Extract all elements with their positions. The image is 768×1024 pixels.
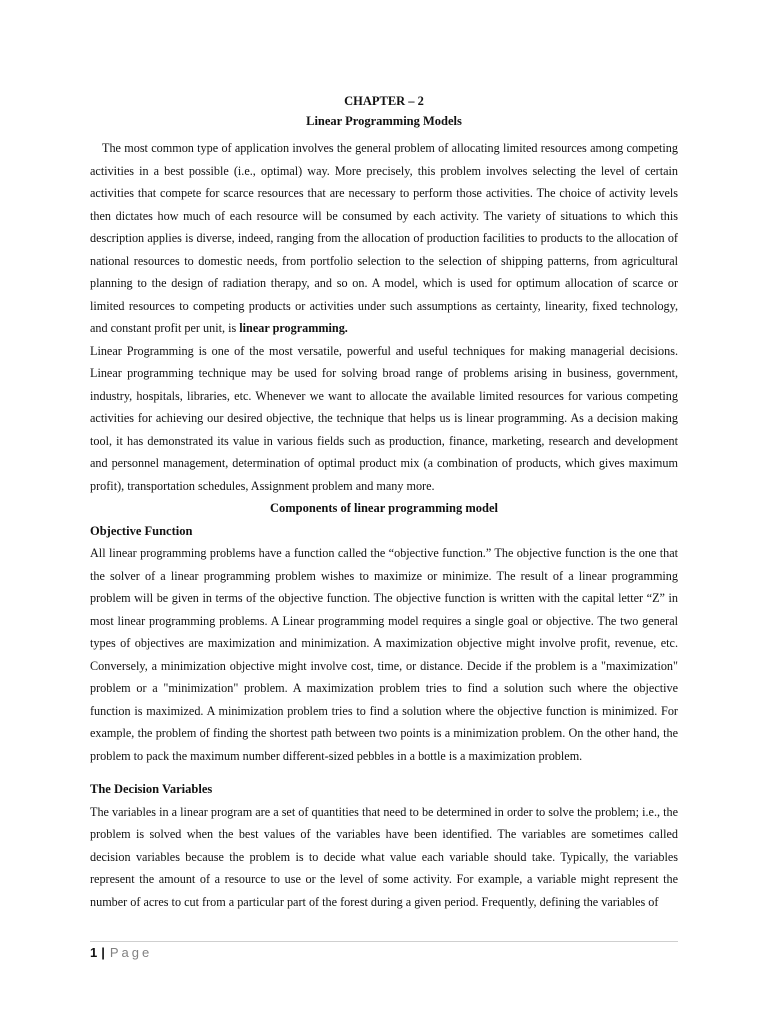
intro-text: The most common type of application involves the general problem of allocating limited resources among competing activities in a best possible (i.e., optimal) way. More precisely, this problem involves selecting the level of certain activities that compete for scarce resources that are necessary to perform those activities. The choice of activity levels then dictates how much of each resource will be consumed by each activity. The variety of situations to which this description applies is diverse, indeed, ranging from the allocation of production facilities to products to the allocation of national resources to domestic needs, from portfolio selection to the selection of shipping patterns, from agricultural planning to the design of radiation therapy, and so on. A model, which is used for optimum allocation of scarce or limited resources to competing products or activities under such assumptions as certainty, linearity, fixed technology, and constant profit per unit, is [90, 141, 678, 335]
components-heading: Components of linear programming model [269, 501, 498, 515]
page-number: 1 [90, 945, 98, 960]
intro-paragraph [90, 137, 678, 340]
lp-overview-paragraph: Linear Programming is one of the most versatile, powerful and useful techniques for making managerial decisions. Linear programming technique may be used for solving broad range of problems arising in business, government, industry, hospitals, libraries, etc. Whenever we want to allocate the available limited resources for various competing activities for achieving our desired objective, the technique that helps us is linear programming. As a decision making tool, it has demonstrated its value in various fields such as production, finance, marketing, research and development and personnel management, determination of optimal product mix (a combination of products, which gives maximum profit), transportation schedules, Assignment problem and many more. [90, 343, 678, 493]
decision-variables-heading: The Decision Variables [90, 782, 213, 796]
intro-end: . [344, 321, 348, 335]
objective-function-heading: Objective Function [90, 523, 193, 538]
chapter-title: Linear Programming Models [306, 114, 462, 128]
page-label: Page [109, 945, 153, 960]
intro-keyword: linear programming [239, 321, 345, 335]
page-separator: | [101, 945, 105, 960]
page-footer [90, 941, 678, 962]
objective-function-paragraph: All linear programming problems have a function called the “objective function.” The objective function is the one that the solver of a linear programming problem wishes to maximize or minimize. The result of a linear programming problem will be given in terms of the objective function. The objective function is written with the capital letter “Z” in most linear programming problems. A Linear programming model requires a single goal or objective. The two general types of objectives are maximization and minimization. A maximization objective might involve profit, revenue, etc. Conversely, a minimization objective might involve cost, time, or distance. Decide if the problem is a "maximization" problem or a "minimization" problem. A maximization problem tries to find a solution such where the objective function is maximized. A minimization problem tries to find a solution where the objective function is minimized. For example, the problem of finding the shortest path between two points is a minimization problem. On the other hand, the problem to pack the maximum number different-sized pebbles in a bottle is a maximization problem. [90, 546, 678, 763]
chapter-label: CHAPTER – 2 [344, 94, 424, 108]
decision-variables-paragraph: The variables in a linear program are a set of quantities that need to be determined in order to solve the problem; i.e., the problem is solved when the best values of the variables have been identified. The variables are sometimes called decision variables because the problem is to decide what value each variable should take. Typically, the variables represent the amount of a resource to use or the level of some activity. For example, a variable might represent the number of acres to cut from a particular part of the forest during a given period. Frequently, defining the variables of [90, 804, 678, 909]
page-content [90, 91, 678, 913]
